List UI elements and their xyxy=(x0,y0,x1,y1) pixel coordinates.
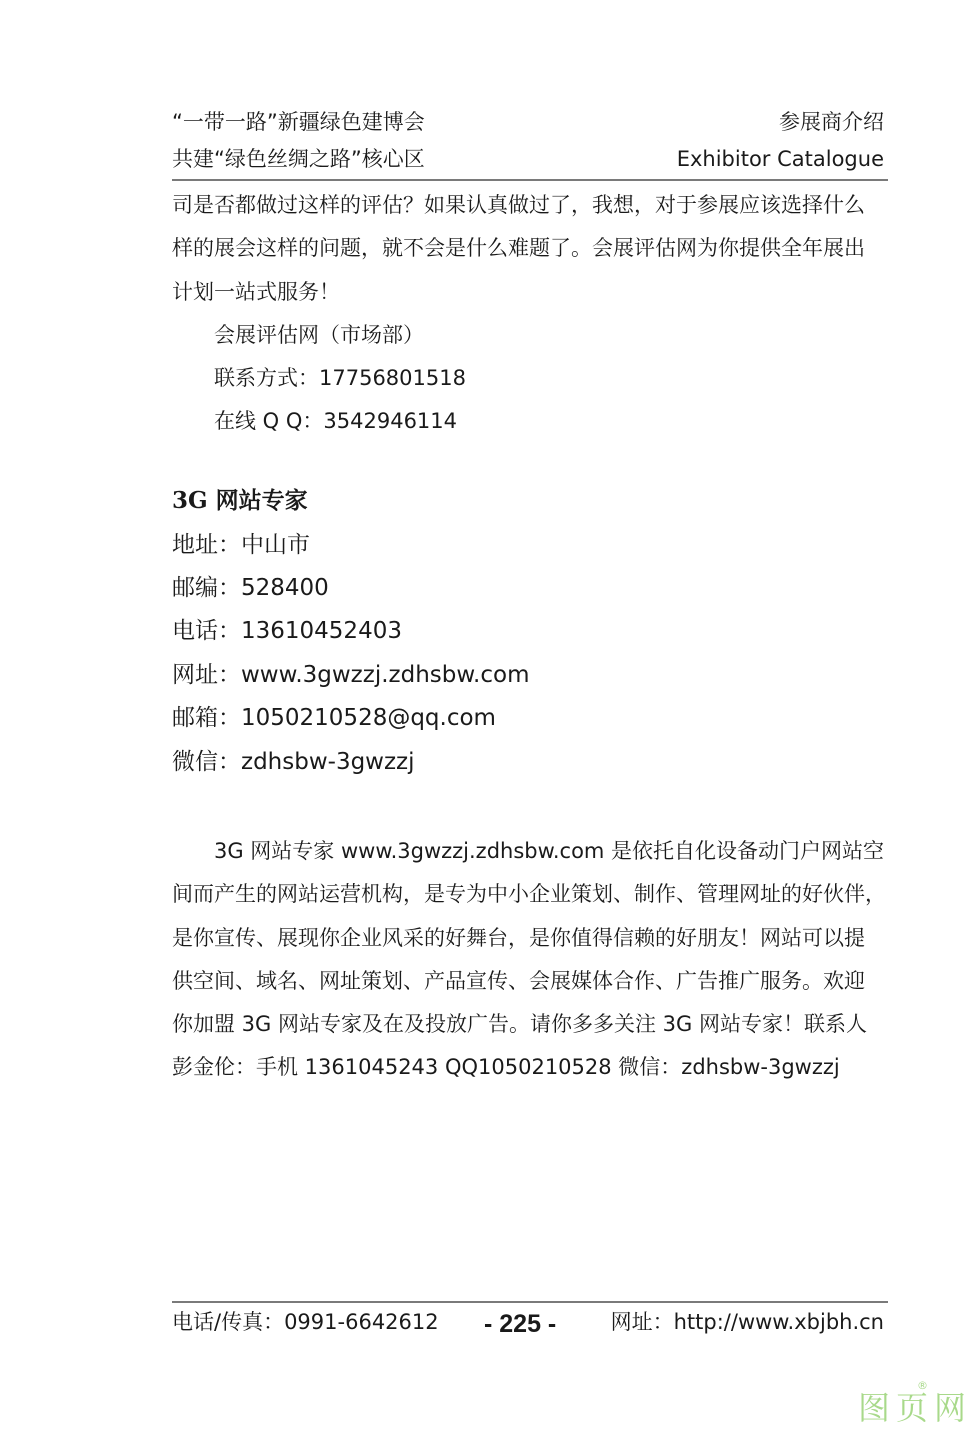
company-title: 3G 网站专家 xyxy=(172,487,308,514)
header-section-title: 参展商介绍 xyxy=(779,110,884,134)
company-description-line: 你加盟 3G 网站专家及在及投放广告。请你多多关注 3G 网站专家！联系人 xyxy=(172,1012,867,1036)
intro-line: 样的展会这样的问题，就不会是什么难题了。会展评估网为你提供全年展出 xyxy=(172,236,865,260)
intro-contact-line: 联系方式：17756801518 xyxy=(214,366,466,390)
header-section-subtitle: Exhibitor Catalogue xyxy=(676,147,884,171)
company-address: 地址：中山市 xyxy=(172,532,310,558)
footer-website: 网址：http://www.xbjbh.cn xyxy=(610,1310,884,1334)
company-description-line: 3G 网站专家 www.3gwzzj.zdhsbw.com 是依托自化设备动门户网站空 xyxy=(214,839,885,863)
header-event-subtitle: 共建“绿色丝绸之路”核心区 xyxy=(172,147,425,171)
company-phone: 电话：13610452403 xyxy=(172,618,402,644)
intro-line: 计划一站式服务！ xyxy=(172,280,340,304)
company-postcode: 邮编：528400 xyxy=(172,575,329,601)
header-rule xyxy=(172,179,888,181)
company-description-line: 间而产生的网站运营机构，是专为中小企业策划、制作、管理网址的好伙伴， xyxy=(172,882,886,906)
page-number: - 225 - xyxy=(484,1310,557,1338)
footer-rule xyxy=(172,1301,888,1303)
company-description-line: 供空间、域名、网址策划、产品宣传、会展媒体合作、广告推广服务。欢迎 xyxy=(172,969,865,993)
company-description-line: 是你宣传、展现你企业风采的好舞台，是你值得信赖的好朋友！网站可以提 xyxy=(172,926,865,950)
company-website: 网址：www.3gwzzj.zdhsbw.com xyxy=(172,662,530,688)
intro-line: 司是否都做过这样的评估？如果认真做过了，我想，对于参展应该选择什么 xyxy=(172,193,865,217)
company-email: 邮箱：1050210528@qq.com xyxy=(172,705,496,731)
footer-phone: 电话/传真：0991-6642612 xyxy=(172,1310,439,1334)
intro-contact-line: 会展评估网（市场部） xyxy=(214,323,424,347)
watermark-logo: 图页网 xyxy=(858,1389,973,1427)
intro-contact-line: 在线 Q Q：3542946114 xyxy=(214,409,458,433)
header-event-title: “一带一路”新疆绿色建博会 xyxy=(172,110,425,134)
watermark-registered-mark: ® xyxy=(917,1379,928,1392)
company-description-line: 彭金伦：手机 1361045243 QQ1050210528 微信：zdhsbw-3gwzzj xyxy=(172,1055,840,1079)
company-wechat: 微信：zdhsbw-3gwzzj xyxy=(172,749,415,775)
